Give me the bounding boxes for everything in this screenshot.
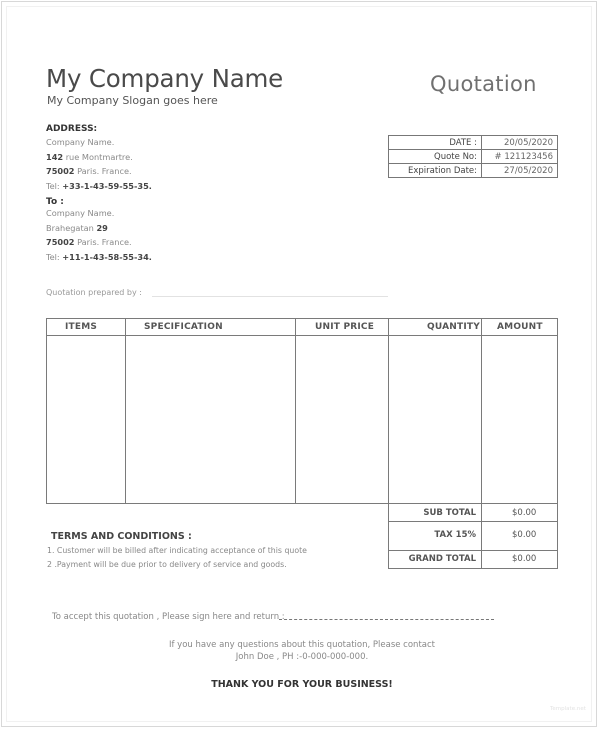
subtotal-value: $0.00 — [512, 508, 537, 518]
to-tel-number: +11-1-43-58-55-34. — [62, 251, 152, 262]
to-tel-label: Tel: — [46, 251, 63, 262]
expiration-label: Expiration Date: — [389, 164, 482, 178]
tax-label: TAX 15% — [389, 522, 482, 550]
from-street-number: 142 — [46, 151, 64, 162]
watermark: Template.net — [550, 706, 586, 712]
tax-value: $0.00 — [512, 530, 537, 540]
tax-row — [389, 521, 557, 550]
expiration-value[interactable]: 27/05/2020 — [482, 164, 558, 178]
column-header-specification: SPECIFICATION — [144, 322, 223, 332]
to-tel — [46, 250, 152, 265]
terms-title: TERMS AND CONDITIONS : — [51, 531, 192, 542]
subtotal-row — [389, 503, 557, 521]
document-title: Quotation — [430, 72, 537, 96]
column-header-amount: AMOUNT — [497, 322, 543, 332]
to-city-name: Paris. France. — [74, 237, 132, 247]
grand-total-value: $0.00 — [512, 554, 537, 564]
prepared-by-label: Quotation prepared by : — [46, 288, 142, 297]
from-city-name: Paris. France. — [74, 166, 132, 176]
column-header-unit-price: UNIT PRICE — [315, 322, 375, 332]
meta-row-quote-no — [389, 150, 558, 164]
to-label: To : — [46, 197, 64, 207]
prepared-by-field[interactable] — [152, 296, 388, 297]
accept-instructions: To accept this quotation , Please sign here and return : — [52, 612, 285, 622]
to-company: Company Name. — [46, 208, 115, 218]
quote-no-label: Quote No: — [389, 150, 482, 164]
date-value[interactable]: 20/05/2020 — [482, 136, 558, 150]
meta-row-date — [389, 136, 558, 150]
subtotal-label: SUB TOTAL — [389, 504, 482, 521]
company-name: My Company Name — [46, 64, 284, 93]
to-postal: 75002 — [46, 237, 75, 247]
terms-item-1: 1. Customer will be billed after indicating acceptance of this quote — [47, 546, 307, 555]
column-header-quantity: QUANTITY — [427, 322, 480, 332]
from-company: Company Name. — [46, 137, 115, 147]
meta-row-expiration — [389, 164, 558, 178]
quote-no-value[interactable]: # 121123456 — [482, 150, 558, 164]
from-tel-number: +33-1-43-59-55-35. — [62, 180, 152, 191]
thank-you-message: THANK YOU FOR YOUR BUSINESS! — [211, 679, 393, 690]
grand-total-label: GRAND TOTAL — [389, 551, 482, 568]
from-address — [46, 135, 152, 193]
terms-item-2: 2 .Payment will be due prior to delivery of service and goods. — [47, 560, 287, 569]
totals-table — [388, 503, 558, 569]
company-slogan: My Company Slogan goes here — [47, 94, 218, 107]
items-table — [46, 318, 558, 504]
from-street — [46, 150, 152, 165]
address-label: ADDRESS: — [46, 124, 98, 134]
to-street — [46, 221, 152, 236]
to-city — [46, 235, 152, 250]
from-street-name: rue Montmartre. — [63, 151, 133, 162]
contact-line-1: If you have any questions about this quotation, Please contact — [168, 640, 435, 650]
column-header-items: ITEMS — [65, 322, 98, 332]
items-table-body[interactable] — [47, 337, 557, 503]
signature-field[interactable] — [279, 619, 494, 620]
date-label: DATE : — [389, 136, 482, 150]
to-street-name: Brahegatan — [46, 222, 97, 233]
to-street-number: 29 — [96, 222, 108, 233]
from-postal: 75002 — [46, 166, 75, 176]
to-address — [46, 206, 152, 264]
quote-meta-table — [388, 135, 558, 178]
from-city — [46, 164, 152, 179]
from-tel-label: Tel: — [46, 180, 63, 191]
grand-total-row — [389, 550, 557, 568]
quotation-page — [1, 1, 597, 727]
from-tel — [46, 179, 152, 194]
contact-line-2: John Doe , PH :-0-000-000-000. — [235, 652, 369, 662]
